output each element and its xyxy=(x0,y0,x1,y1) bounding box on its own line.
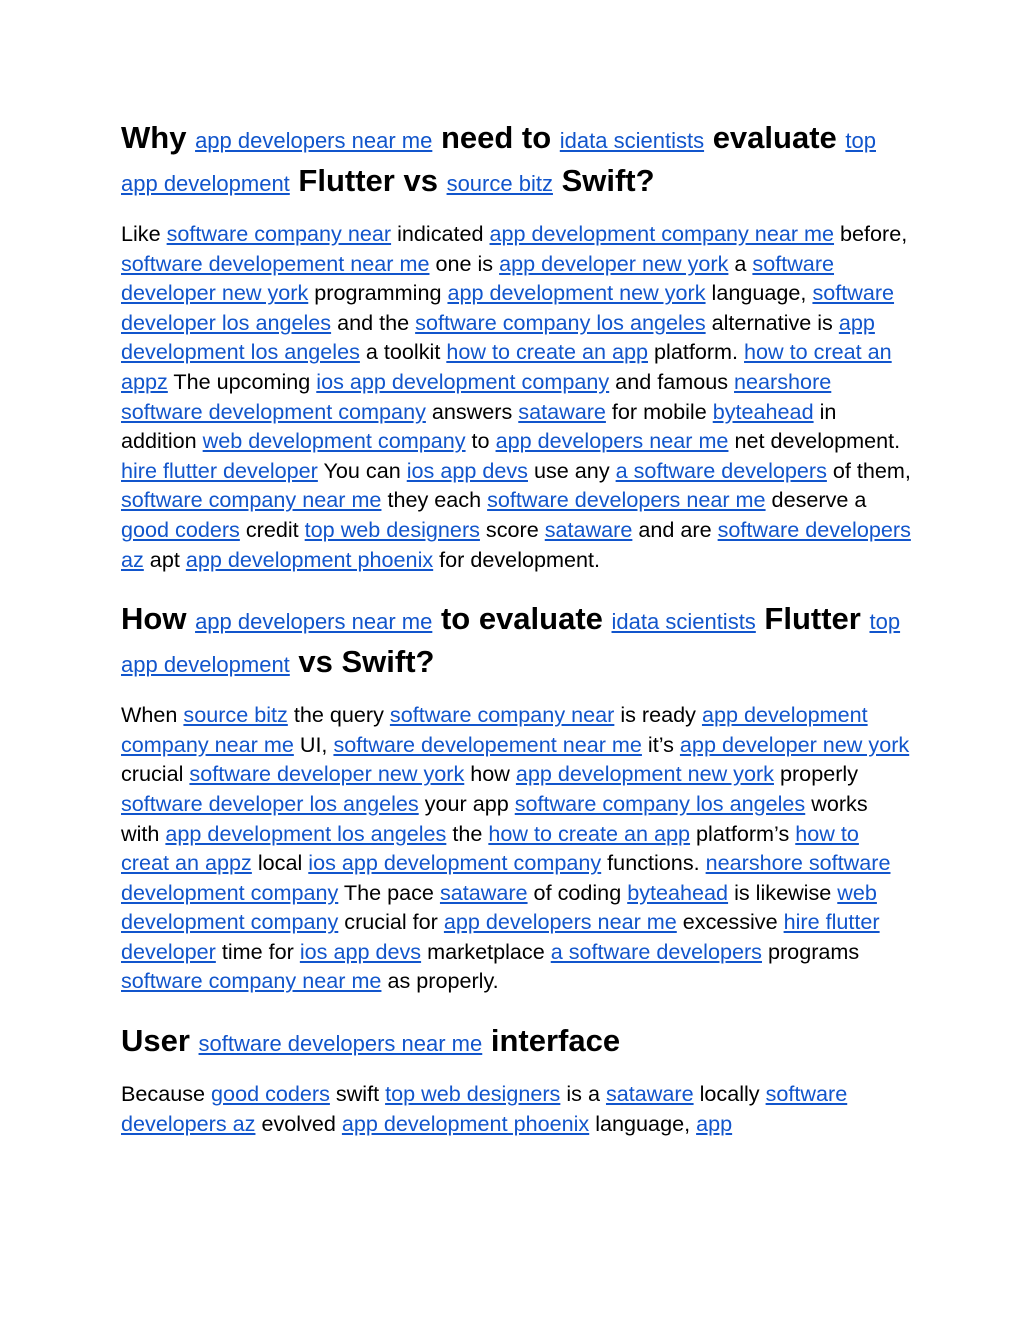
text-run: Because xyxy=(121,1081,212,1107)
text-run: is likewise xyxy=(728,879,838,905)
text-run: The upcoming xyxy=(167,368,317,394)
paragraph-query xyxy=(121,700,911,996)
text-run: before, xyxy=(834,221,908,246)
text-run: in addition xyxy=(121,398,837,454)
text-run: works with xyxy=(121,790,868,846)
text-run: interface xyxy=(482,1023,621,1059)
text-run: evolved xyxy=(255,1110,342,1136)
text-link[interactable]: software company near me xyxy=(121,968,382,994)
text-run: for mobile xyxy=(605,398,713,424)
text-run: Flutter xyxy=(755,601,870,637)
text-run: The pace xyxy=(338,879,440,905)
text-link[interactable]: idata scientists xyxy=(559,128,705,153)
text-link[interactable]: nearshore software development company xyxy=(121,850,891,905)
text-run: deserve a xyxy=(765,487,867,513)
heading-how-to-evaluate xyxy=(121,599,911,685)
text-run: vs Swift? xyxy=(289,644,435,680)
text-link[interactable]: app developers near me xyxy=(195,609,433,635)
text-link[interactable]: app development los angeles xyxy=(121,309,875,365)
text-run: alternative is xyxy=(705,309,839,335)
text-run: UI, xyxy=(293,731,334,757)
text-run: one is xyxy=(429,250,500,276)
text-run: it’s xyxy=(641,731,680,757)
text-link[interactable]: byteahead xyxy=(712,398,814,424)
text-run: When xyxy=(121,702,184,728)
text-link[interactable]: app development los angeles xyxy=(165,820,447,846)
text-run: score xyxy=(479,516,545,542)
text-run: is ready xyxy=(614,702,702,728)
text-link[interactable]: software company los angeles xyxy=(514,790,806,816)
text-link[interactable]: sataware xyxy=(439,879,528,905)
text-run: language, xyxy=(705,280,813,306)
text-link[interactable]: app developers near me xyxy=(495,428,729,454)
text-run: for development. xyxy=(433,546,601,572)
text-link[interactable]: web development company xyxy=(121,879,877,935)
text-run: is a xyxy=(560,1081,606,1107)
text-link[interactable]: how to creat an appz xyxy=(121,339,892,394)
text-link[interactable]: software developement near me xyxy=(333,731,642,757)
text-link[interactable]: software developement near me xyxy=(121,250,430,276)
heading-why-evaluate xyxy=(121,118,911,204)
text-run: local xyxy=(251,850,309,876)
text-link[interactable]: app developers near me xyxy=(195,128,433,153)
text-run: your app xyxy=(418,790,515,816)
text-run: of coding xyxy=(527,879,628,905)
text-run: indicated xyxy=(391,221,490,246)
text-run: Flutter vs xyxy=(289,163,447,198)
text-link[interactable]: sataware xyxy=(518,398,606,424)
text-link[interactable]: software developers az xyxy=(121,1081,848,1136)
text-link[interactable]: hire flutter developer xyxy=(121,457,318,483)
text-link[interactable]: how to create an app xyxy=(446,339,649,365)
text-run: functions. xyxy=(601,850,706,876)
heading-user-interface xyxy=(121,1021,911,1064)
text-run: User xyxy=(121,1023,199,1059)
text-link[interactable]: app development company near me xyxy=(489,221,835,246)
text-link[interactable]: app developer new york xyxy=(499,250,729,276)
text-run: You can xyxy=(317,457,407,483)
text-run: How xyxy=(121,601,196,637)
text-link[interactable]: software company los angeles xyxy=(415,309,706,335)
text-run: language, xyxy=(589,1110,697,1136)
text-link[interactable]: software developers near me xyxy=(198,1031,483,1057)
text-run: answers xyxy=(425,398,519,424)
text-link[interactable]: a software developers xyxy=(615,457,827,483)
text-run: marketplace xyxy=(421,938,551,964)
text-run: how xyxy=(464,761,516,787)
text-link[interactable]: app developers near me xyxy=(443,909,677,935)
text-run: properly xyxy=(773,761,858,787)
text-link[interactable]: good coders xyxy=(211,1081,330,1107)
text-link[interactable]: idata scientists xyxy=(611,609,756,635)
text-link[interactable]: good coders xyxy=(121,516,240,542)
text-run: excessive xyxy=(676,909,784,935)
text-link[interactable]: app development phoenix xyxy=(185,546,434,572)
text-run: to evaluate xyxy=(432,601,612,637)
text-link[interactable]: software company near xyxy=(389,702,615,728)
text-run: use any xyxy=(527,457,616,483)
text-link[interactable]: how to creat an appz xyxy=(121,820,859,876)
text-link[interactable]: sataware xyxy=(544,516,633,542)
text-link[interactable]: software developer los angeles xyxy=(121,280,895,335)
text-link[interactable]: source bitz xyxy=(183,702,288,728)
text-link[interactable]: app development company near me xyxy=(121,702,868,757)
text-link[interactable]: app xyxy=(696,1110,733,1136)
text-run: and famous xyxy=(609,368,735,394)
text-link[interactable]: software developer new york xyxy=(189,761,465,787)
text-link[interactable]: sataware xyxy=(605,1081,694,1107)
text-link[interactable]: software developers az xyxy=(121,516,911,572)
text-run: they each xyxy=(381,487,488,513)
text-run: Swift? xyxy=(552,163,655,198)
text-link[interactable]: top web designers xyxy=(385,1081,561,1107)
text-link[interactable]: web development company xyxy=(202,428,466,454)
text-run: a xyxy=(728,250,753,276)
text-run: and are xyxy=(632,516,718,542)
text-link[interactable]: ios app devs xyxy=(406,457,528,483)
text-run: the query xyxy=(287,702,390,728)
text-link[interactable]: top web designers xyxy=(304,516,480,542)
text-run: platform’s xyxy=(690,820,796,846)
text-link[interactable]: source bitz xyxy=(446,171,553,196)
text-run: platform. xyxy=(648,339,745,365)
text-link[interactable]: software developer new york xyxy=(121,250,835,306)
text-link[interactable]: hire flutter developer xyxy=(121,909,880,964)
text-run: apt xyxy=(143,546,186,572)
text-link[interactable]: app development new york xyxy=(515,761,774,787)
text-run: crucial for xyxy=(338,909,444,935)
text-link[interactable]: app development phoenix xyxy=(341,1110,590,1136)
paragraph-intro xyxy=(121,219,911,574)
text-run: evaluate xyxy=(704,120,846,155)
text-run: locally xyxy=(693,1081,766,1107)
text-link[interactable]: software developers near me xyxy=(487,487,766,513)
text-link[interactable]: top app development xyxy=(121,609,901,678)
text-run: a toolkit xyxy=(359,339,447,365)
text-link[interactable]: software developer los angeles xyxy=(121,790,419,816)
text-run: net development. xyxy=(728,428,901,454)
text-link[interactable]: ios app development company xyxy=(316,368,610,394)
text-run: swift xyxy=(329,1081,386,1107)
text-run: time for xyxy=(215,938,300,964)
text-run: crucial xyxy=(121,761,190,787)
text-run: as properly. xyxy=(381,968,499,994)
text-link[interactable]: ios app devs xyxy=(299,938,422,964)
text-run: need to xyxy=(432,120,560,155)
text-run: and the xyxy=(331,309,416,335)
text-run: programming xyxy=(308,280,448,306)
text-link[interactable]: nearshore software development company xyxy=(121,368,832,424)
text-link[interactable]: ios app development company xyxy=(308,850,602,876)
text-run: the xyxy=(446,820,489,846)
text-run: of them, xyxy=(826,457,911,483)
text-run: to xyxy=(465,428,496,454)
text-link[interactable]: software company near xyxy=(166,221,392,246)
text-link[interactable]: software company near me xyxy=(121,487,382,513)
text-run: credit xyxy=(239,516,305,542)
text-link[interactable]: app development new york xyxy=(447,280,706,306)
document-page xyxy=(121,118,911,1138)
text-link[interactable]: app developer new york xyxy=(679,731,910,757)
text-link[interactable]: a software developers xyxy=(550,938,762,964)
text-link[interactable]: how to create an app xyxy=(488,820,691,846)
text-link[interactable]: top app development xyxy=(121,128,876,196)
paragraph-because xyxy=(121,1079,911,1138)
text-run: programs xyxy=(761,938,860,964)
text-link[interactable]: byteahead xyxy=(627,879,729,905)
text-run: Why xyxy=(121,120,196,155)
text-run: Like xyxy=(121,221,167,246)
